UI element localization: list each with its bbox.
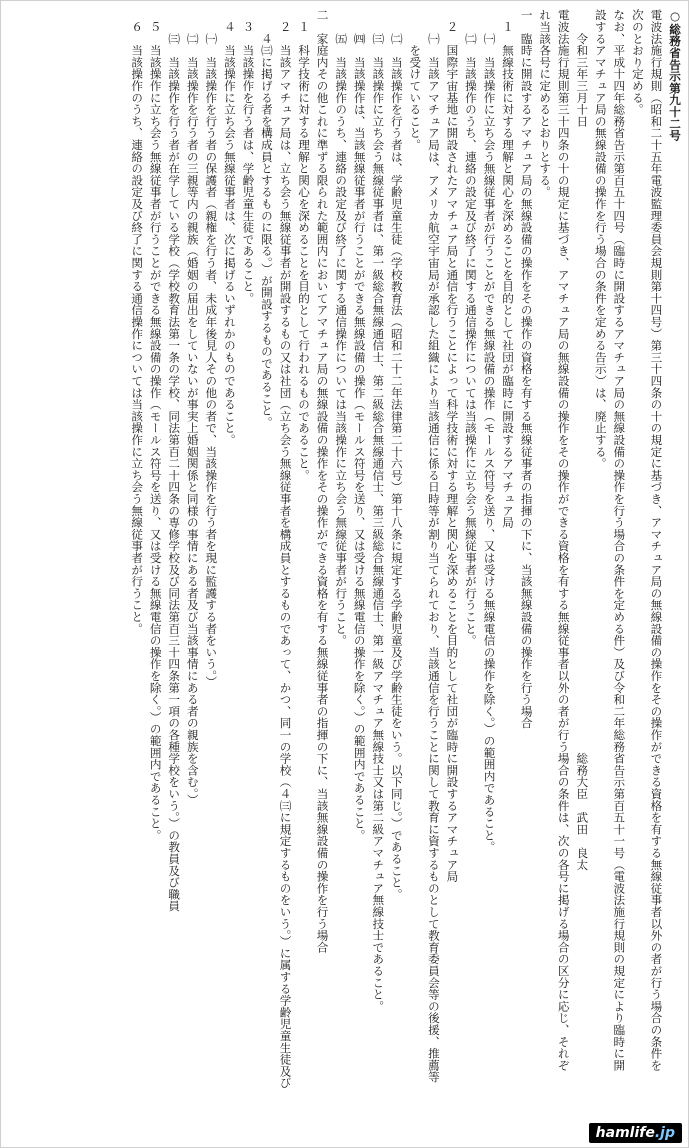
notice-line: 二 家庭内その他これに準ずる限られた範囲内においてアマチュア局の無線設備の操作をその操作ができる資格を有する無線従事者の指揮の下に、当該無線設備の操作を行う場合 (315, 9, 330, 953)
watermark-name: hamlife (595, 1125, 655, 1141)
notice-line: ㈡ 当該操作を行う者は、学齢児童生徒（学校教育法（昭和二十二年法律第二十六号）第十八条に規定する学齢児童及び学齢生徒をいう。以下同じ。）であること。 (389, 9, 404, 900)
notice-line: ㈡ 当該操作を行う者の三親等内の親族（婚姻の届出をしていないが事実上婚姻関係と同様の事情にある者及び当該事情にある者の親族を含む。） (185, 9, 200, 806)
notice-line: ５ 当該操作に立ち会う無線従事者が行うことができる無線設備の操作（モールス符号を送り、又は受ける無線電信の操作を除く。）の範囲内であること。 (148, 9, 163, 841)
date-signature-line: 令和三年三月十日 総務大臣 武田 良太 (575, 9, 590, 871)
notice-line: ㈠ 当該アマチュア局は、アメリカ航空宇宙局が承認した組織により当該通信に係る日時等が割り当てられており、当該通信を行うことに関して教育に資するものとして教育委員会等の後援、推薦等 (426, 9, 441, 1083)
notice-line: ㈠ 当該操作を行う者の保護者（親権を行う者、未成年後見人その他の者で、当該操作を行う者を現に監護する者をいう。） (204, 9, 219, 688)
notice-line: ４ 当該操作に立ち会う無線従事者は、次に掲げるいずれかのものであること。 (222, 9, 237, 446)
hamlife-watermark (589, 1123, 682, 1143)
notice-line: ４㈢に掲げる者を構成員とするものに限る。）が開設するものであること。 (259, 9, 274, 428)
notice-line: 次のとおり定める。 (630, 9, 645, 116)
notice-line: ３ 当該操作を行う者は、学齢児童生徒であること。 (241, 9, 256, 304)
notice-line: ㈤ 当該操作のうち、連絡の設定及び終了に関する通信操作については当該操作に立ち会う無線従事者が行うこと。 (334, 9, 349, 647)
notice-line: ６ 当該操作のうち、連絡の設定及び終了に関する通信操作については当該操作に立ち会う無線従事者が行うこと。 (130, 9, 145, 635)
notice-line: ㈡ 当該操作のうち、連絡の設定及び終了に関する通信操作については当該操作に立ち会う無線従事者が行うこと。 (463, 9, 478, 647)
notice-line: １ 無線技術に対する理解と関心を深めることを目的として社団が臨時に開設するアマチュア局 (501, 9, 516, 529)
notice-title: ○総務省告示第九十二号 (668, 9, 682, 142)
notice-line: 電波法施行規則（昭和二十五年電波監理委員会規則第十四号）第三十四条の十の規定に基づき、アマチュア局の無線設備の操作をその操作ができる資格を有する無線従事者以外の者が行う場合の条件を (649, 9, 664, 1071)
notice-line: ㈠ 当該操作に立ち会う無線従事者が行うことができる無線設備の操作（モールス符号を送り、又は受ける無線電信の操作を除く。）の範囲内であること。 (482, 9, 497, 853)
notice-line: １ 科学技術に対する理解と関心を深めることを目的として行われるものであること。 (297, 9, 312, 481)
notice-line: を受けていること。 (408, 9, 423, 151)
notice-line: ㈢ 当該操作に立ち会う無線従事者は、第一級総合無線通信士、第二級総合無線通信士、第三級総合無線通信士、第一級アマチュア無線技士又は第二級アマチュア無線技士であること。 (371, 9, 386, 1012)
notice-line: れ当該各号に定めるとおりとする。 (538, 9, 553, 198)
notice-body (3, 9, 684, 1099)
notice-line: 設するアマチュア局の無線設備の操作を行う場合の条件を定める告示）は、廃止する。 (593, 9, 608, 470)
notice-line: ２ 国際宇宙基地に開設されたアマチュア局と通信を行うことによって科学技術に対する理解と関心を深めることを目的として社団が臨時に開設するアマチュア局 (445, 9, 460, 883)
notice-line: 一 臨時に開設するアマチュア局の無線設備の操作をその操作の資格を有する無線従事者の指揮の下に、当該無線設備の操作を行う場合 (519, 9, 534, 729)
notice-line: ㈢ 当該操作を行う者が在学している学校（学校教育法第一条の学校、同法第百二十四条の専修学校及び同法第百三十四条第一項の各種学校をいう。）の教員及び職員 (167, 9, 182, 912)
watermark-tld: .jp (654, 1125, 675, 1141)
notice-line: ２ 当該アマチュア局は、立ち会う無線従事者が開設するもの又は社団（立ち会う無線従事者を構成員とするものであって、かつ、同一の学校（４㈢に規定するものをいう。）に属する学齢児童生徒及び (278, 9, 293, 1089)
notice-line: なお、平成十四年総務省告示第百五十四号（臨時に開設するアマチュア局の無線設備の操作を行う場合の条件を定める件）及び令和二年総務省告示第百五十一号（電波法施行規則の規定により臨時に開 (612, 9, 627, 1071)
notice-line: 電波法施行規則第三十四条の十の規定に基づき、アマチュア局の無線設備の操作をその操作ができる資格を有する無線従事者以外の者が行う場合の条件は、次の各号に掲げる場合の区分に応じ、それぞ (556, 9, 571, 1071)
notice-line: ㈣ 当該操作は、当該無線従事者が行うことができる無線設備の操作（モールス符号を送り、又は受ける無線電信の操作を除く。）の範囲内であること。 (352, 9, 367, 841)
